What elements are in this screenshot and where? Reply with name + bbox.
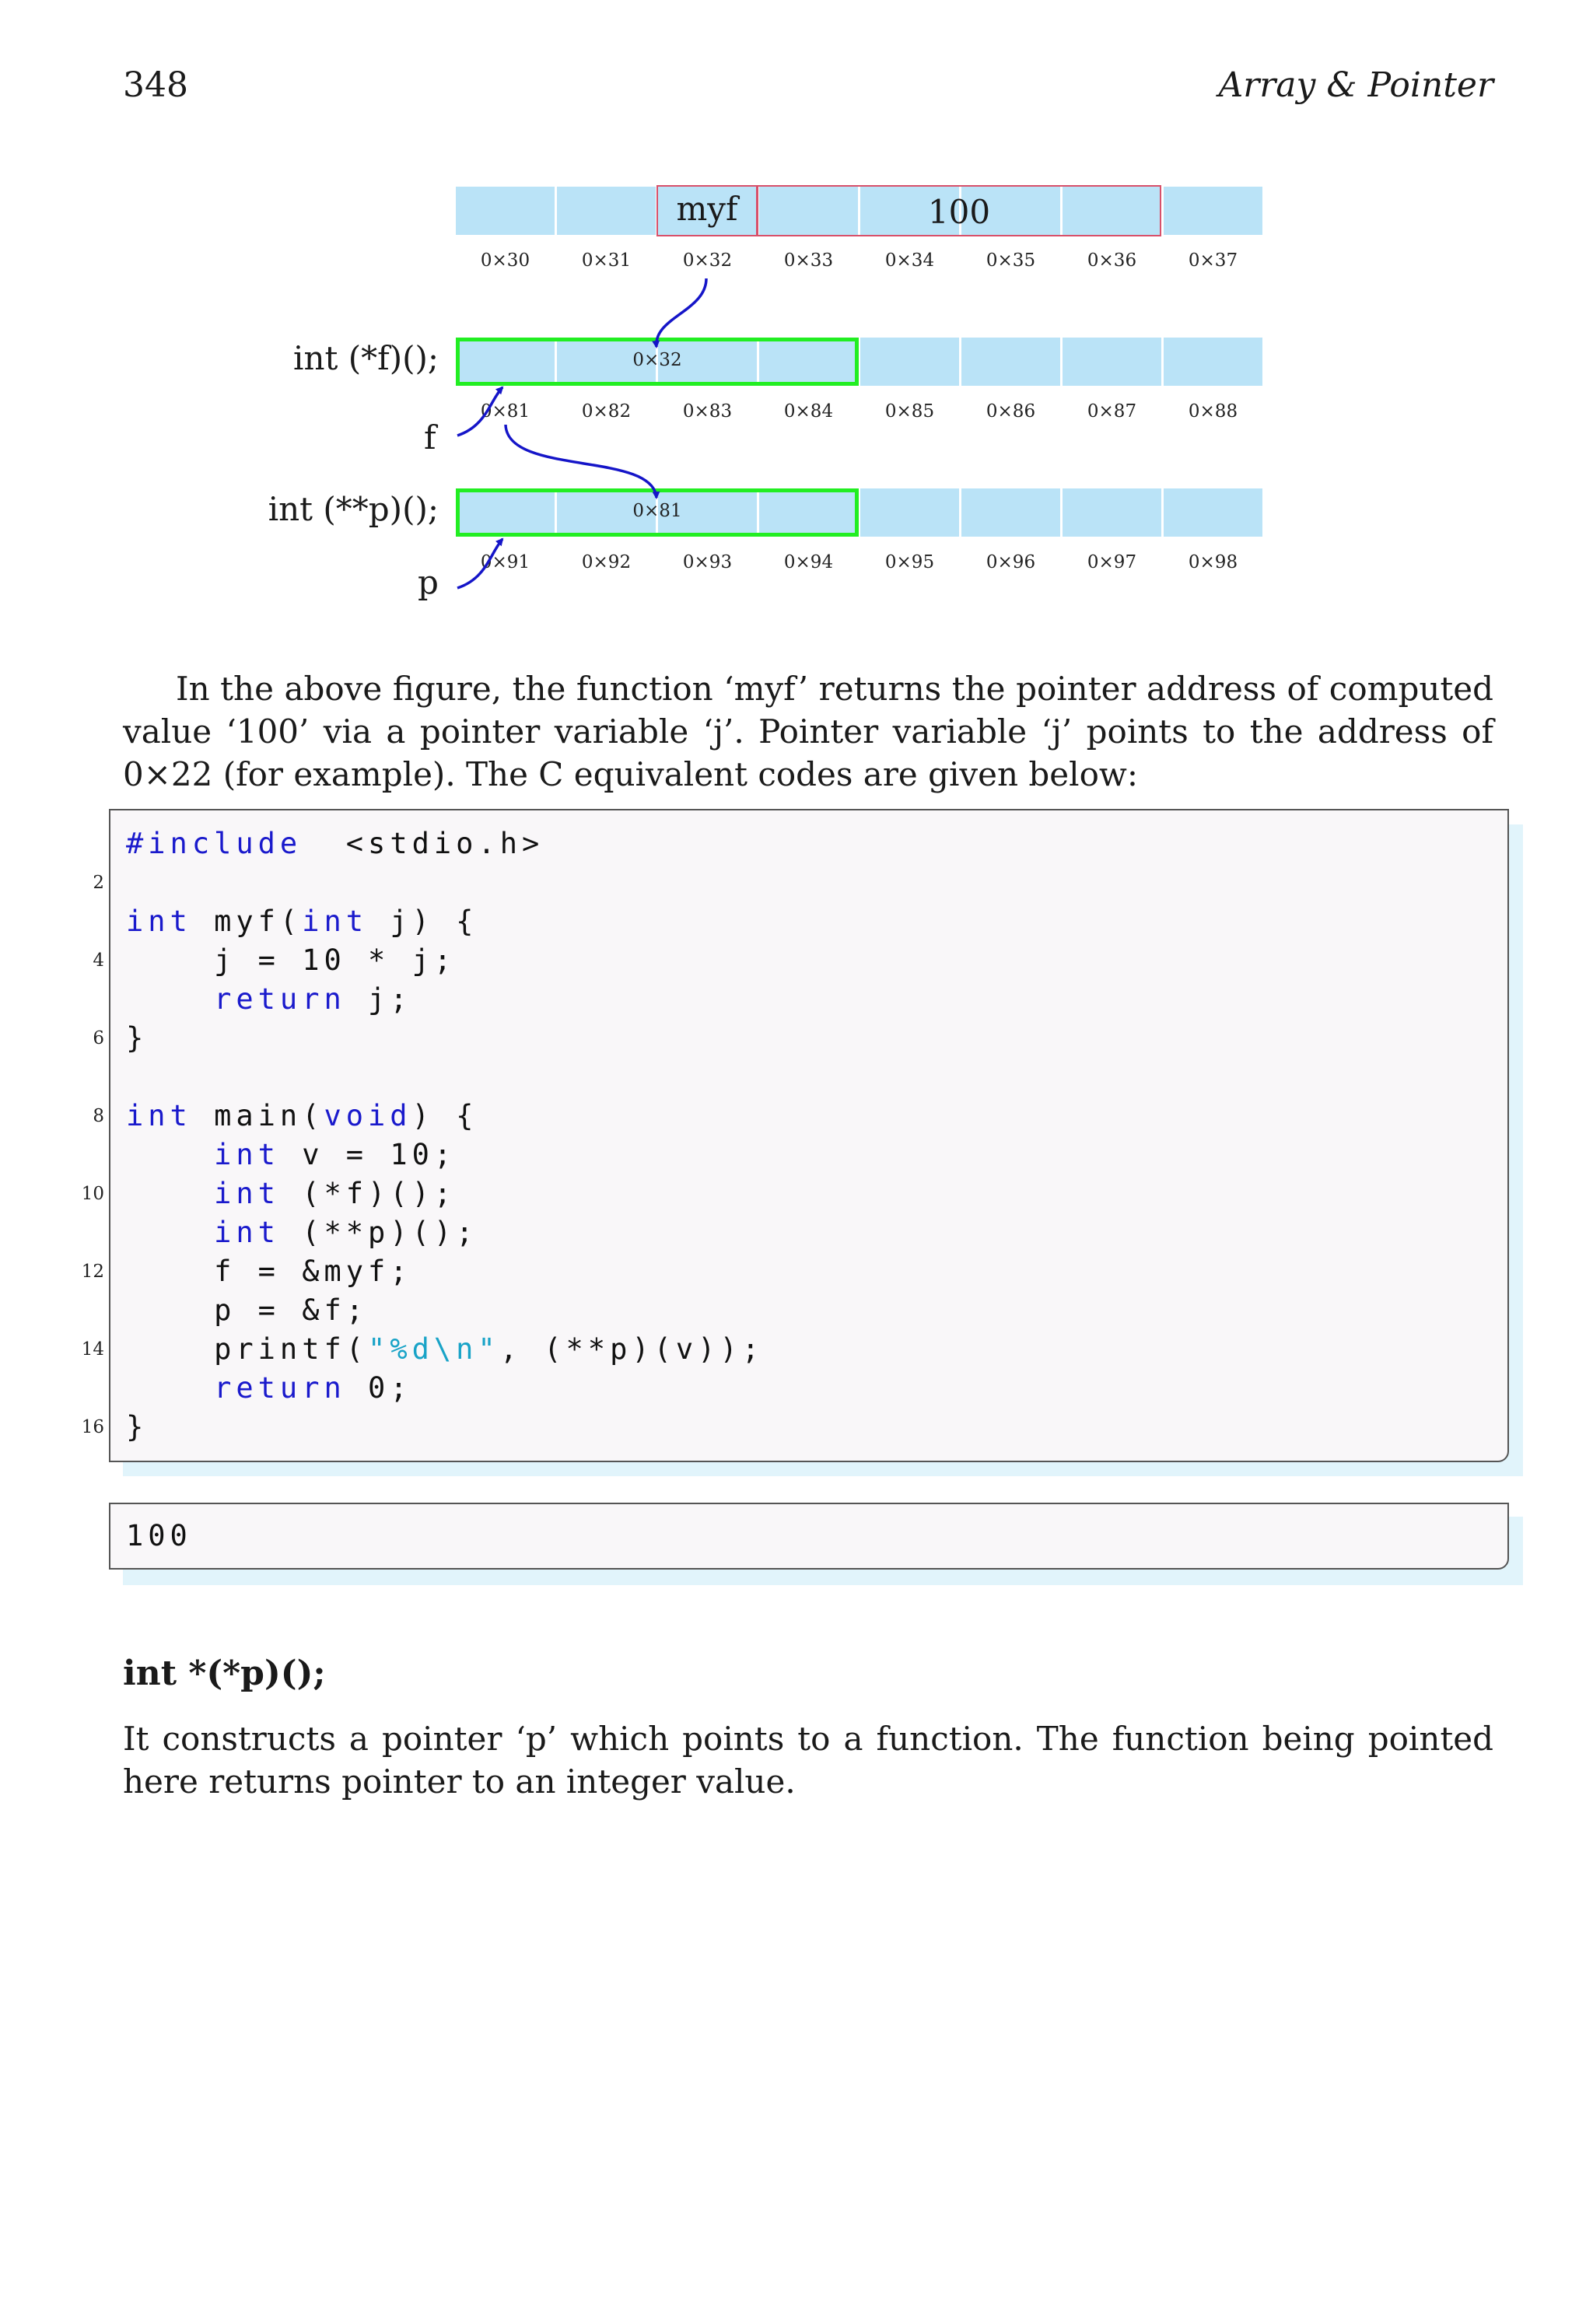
line-number: 2 <box>93 873 104 893</box>
output-text: 100 <box>126 1519 192 1552</box>
cell-value-f: 0×32 <box>632 350 682 370</box>
code-line: int main(void) { <box>126 1099 478 1132</box>
memory-address-label: 0×86 <box>986 401 1036 422</box>
memory-address-label: 0×33 <box>783 250 834 271</box>
memory-address-label: 0×37 <box>1188 250 1238 271</box>
code-line: printf("%d\n", (**p)(v)); <box>126 1332 765 1366</box>
code-line: j = 10 * j; <box>126 943 457 977</box>
memory-address-label: 0×85 <box>884 401 935 422</box>
memory-address-label: 0×92 <box>581 552 632 572</box>
line-number: 10 <box>81 1184 104 1204</box>
memory-address-label: 0×96 <box>986 552 1036 572</box>
code-line: f = &myf; <box>126 1255 412 1288</box>
memory-address-label: 0×32 <box>682 250 733 271</box>
pointer-arrows <box>0 0 1593 622</box>
memory-address-label: 0×95 <box>884 552 935 572</box>
declaration-f: int (*f)(); <box>293 339 439 377</box>
code-line: #include <stdio.h> <box>126 827 544 860</box>
code-line: int (**p)(); <box>214 1216 478 1249</box>
memory-address-label: 0×84 <box>783 401 834 422</box>
memory-address-label: 0×98 <box>1188 552 1238 572</box>
code-line: int myf(int j) { <box>126 905 478 938</box>
memory-address-label: 0×36 <box>1087 250 1137 271</box>
memory-address-label: 0×93 <box>682 552 733 572</box>
line-number: 12 <box>81 1262 104 1282</box>
value-label-100: 100 <box>927 193 991 231</box>
memory-address-label: 0×34 <box>884 250 935 271</box>
output-box <box>109 1503 1509 1570</box>
arrow-p-label <box>457 539 502 588</box>
memory-address-label: 0×31 <box>581 250 632 271</box>
arrow-f-to-myf <box>656 278 706 347</box>
code-line: int v = 10; <box>214 1138 457 1171</box>
line-number: 6 <box>93 1028 104 1048</box>
arrow-f-label <box>457 387 502 436</box>
var-label-f: f <box>424 418 436 457</box>
declaration-p: int (**p)(); <box>268 490 439 528</box>
section-heading: int *(*p)(); <box>123 1654 326 1693</box>
running-title: Array & Pointer <box>1218 65 1493 105</box>
func-label-myf: myf <box>676 190 738 228</box>
memory-address-label: 0×88 <box>1188 401 1238 422</box>
memory-address-label: 0×82 <box>581 401 632 422</box>
paragraph-description: It constructs a pointer ‘p’ which points to a function. The function being pointed here returns pointer to an integer value. <box>123 1720 1493 1801</box>
line-number: 14 <box>81 1339 104 1360</box>
memory-address-label: 0×81 <box>480 401 530 422</box>
code-line: return j; <box>214 982 412 1016</box>
var-label-p: p <box>418 563 439 601</box>
memory-address-label: 0×91 <box>480 552 530 572</box>
arrow-p-to-f <box>506 425 656 498</box>
code-line: } <box>126 1021 149 1055</box>
code-line: p = &f; <box>126 1293 369 1327</box>
code-listing <box>109 809 1509 1462</box>
code-line: int (*f)(); <box>214 1177 457 1210</box>
memory-address-label: 0×35 <box>986 250 1036 271</box>
code-line: } <box>126 1410 149 1444</box>
paragraph-intro: In the above figure, the function ‘myf’ returns the pointer address of computed value ‘100’ via a pointer variable ‘j’. Pointer variable ‘j’ points to the address of 0×22 (for example). The C equivalent codes are given below: <box>123 670 1493 793</box>
memory-address-label: 0×94 <box>783 552 834 572</box>
memory-address-label: 0×30 <box>480 250 530 271</box>
code-line: return 0; <box>214 1371 412 1405</box>
cell-value-p: 0×81 <box>632 501 682 521</box>
line-number: 8 <box>93 1106 104 1126</box>
line-number: 4 <box>93 950 104 971</box>
memory-address-label: 0×87 <box>1087 401 1137 422</box>
memory-address-label: 0×83 <box>682 401 733 422</box>
page-number: 348 <box>123 65 188 105</box>
memory-address-label: 0×97 <box>1087 552 1137 572</box>
line-number: 16 <box>81 1417 104 1437</box>
